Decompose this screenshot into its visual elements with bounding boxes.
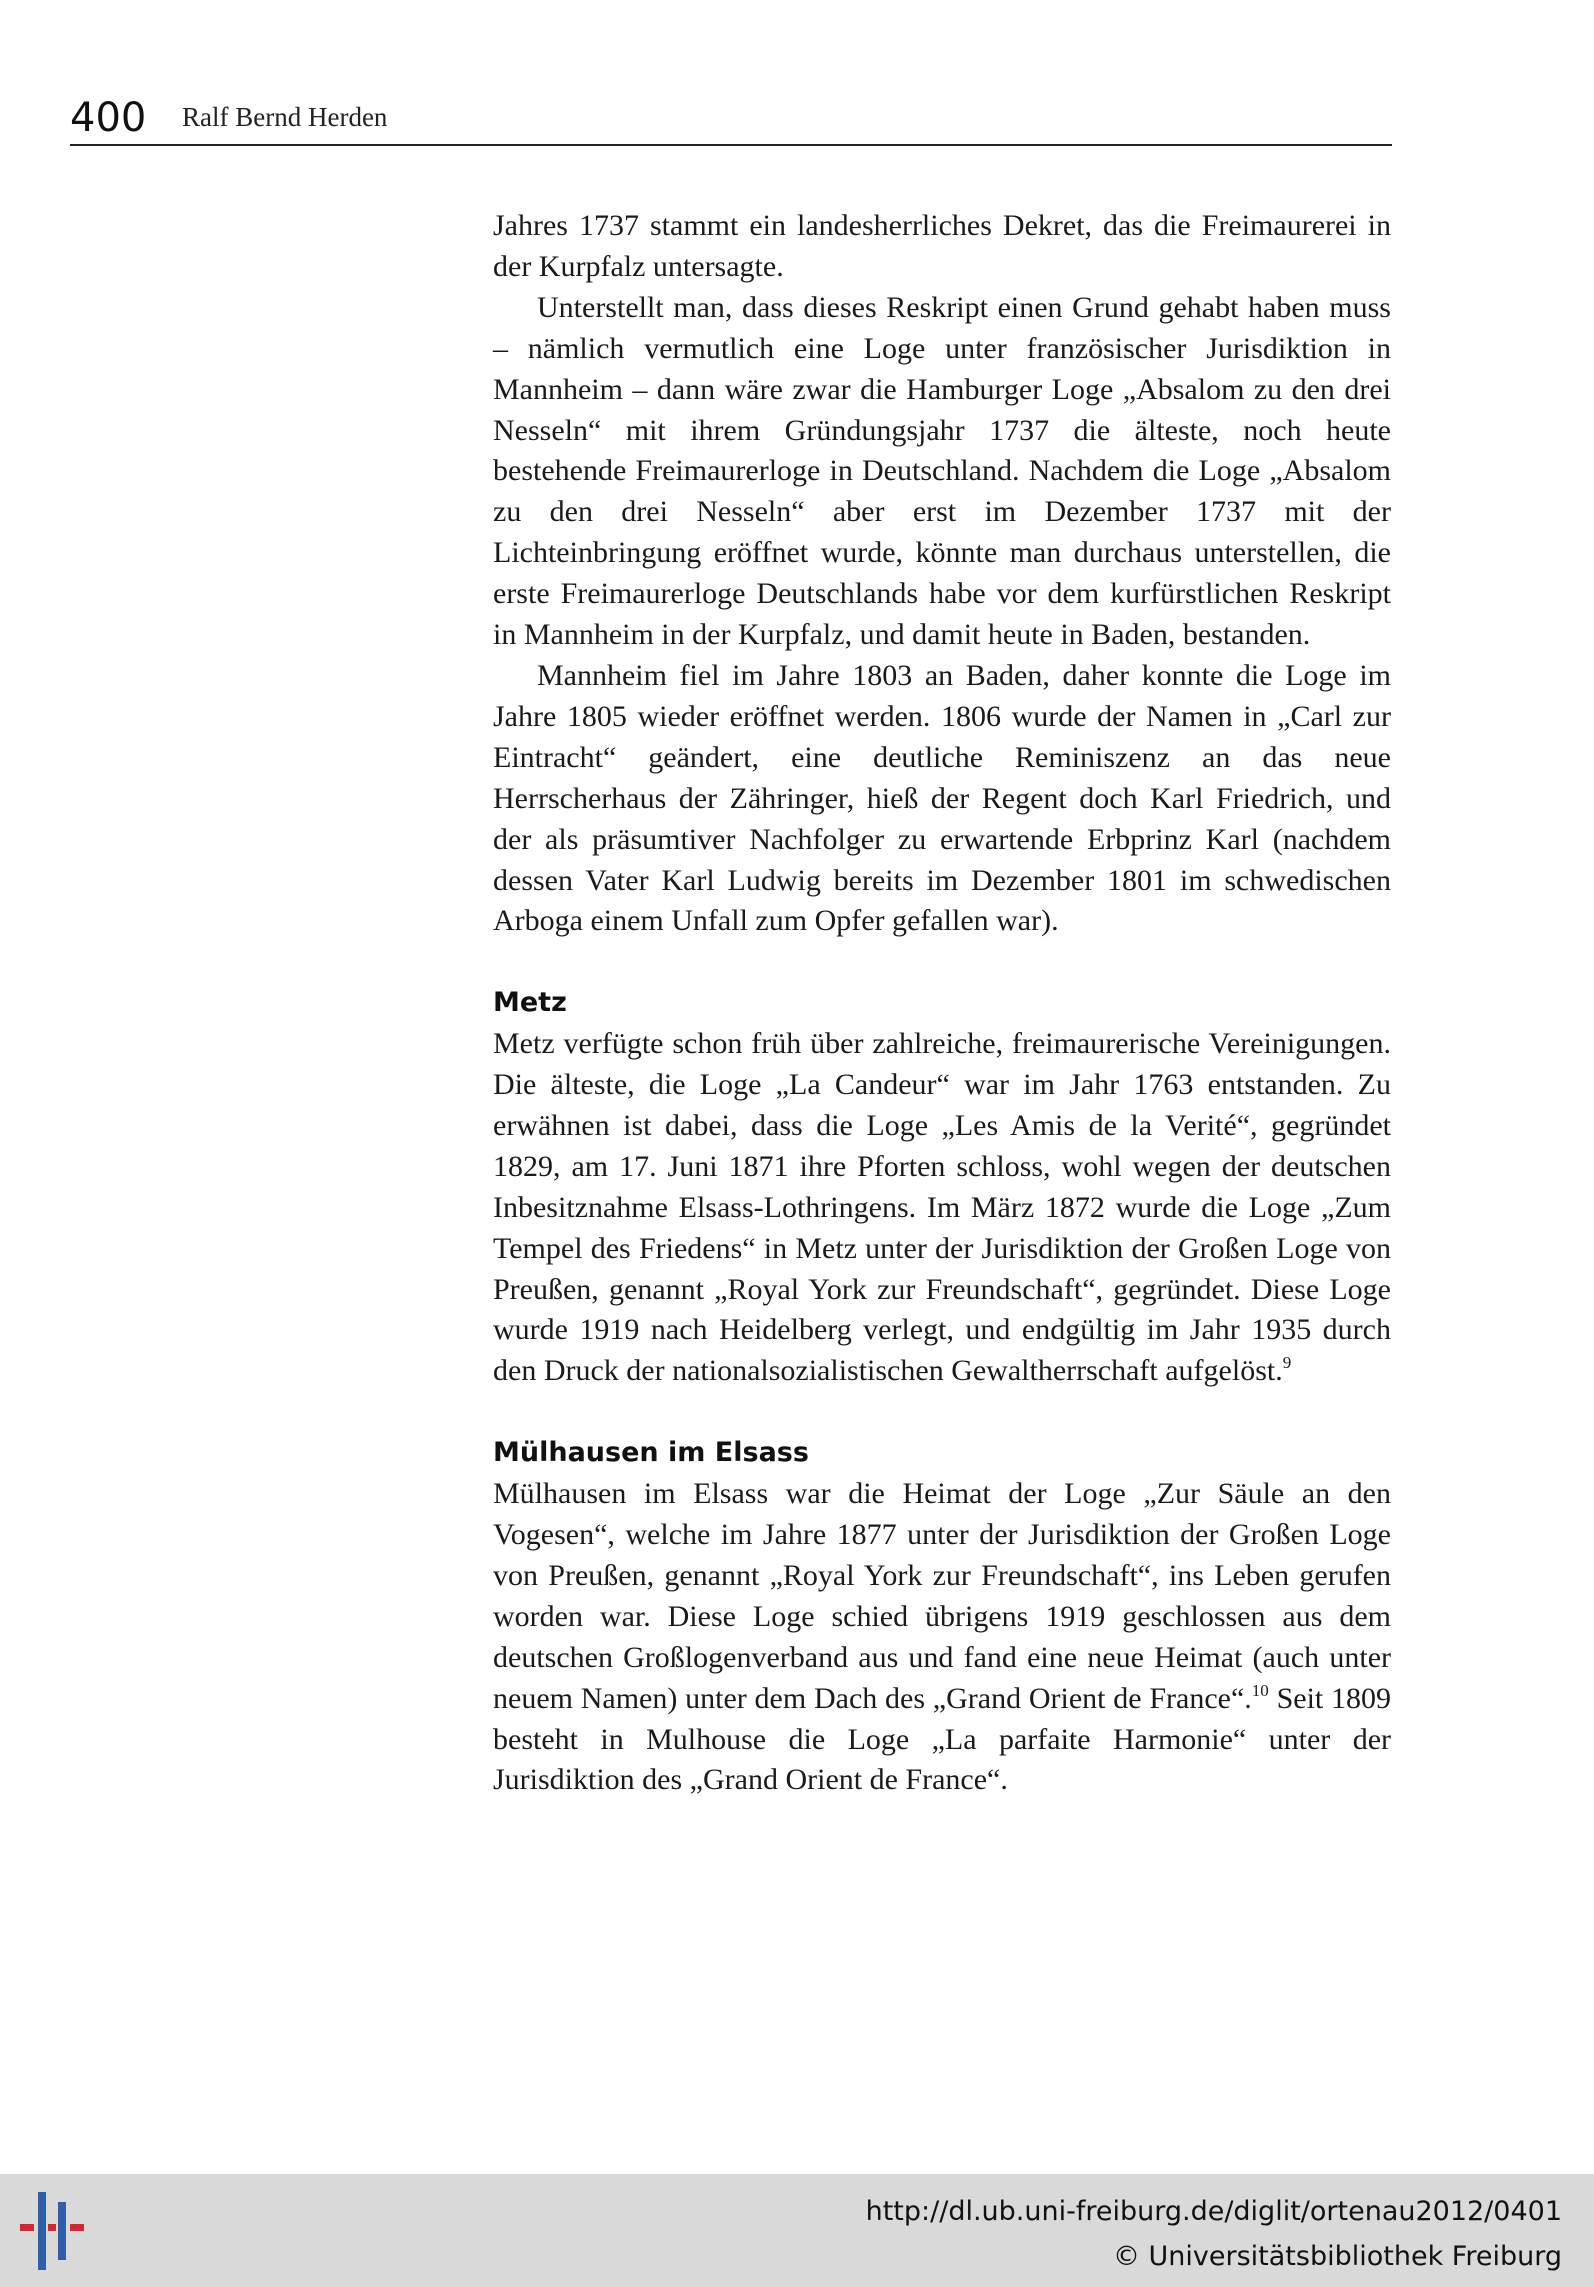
library-logo-icon [20,2192,100,2270]
footer-url-link[interactable]: http://dl.ub.uni-freiburg.de/diglit/ortenau2012/0401 [865,2196,1562,2227]
section-metz-body: Metz verfügte schon früh über zahlreiche, freimaurerische Vereinigungen. Die älteste, die Loge „La Candeur“ war im Jahr 1763 entstanden. Zu erwähnen ist dabei, dass die Loge „Les Amis de la Verité“, gegründet 1829, am 17. Juni 1871 ihre Pforten schloss, wohl wegen der deutschen Inbesitznahme Elsass-Lothringens. Im März 1872 wurde die Loge „Zum Tempel des Friedens“ in Metz unter der Jurisdiktion der Großen Loge von Preußen, genannt „Royal York zur Freundschaft“, gegründet. Diese Loge wurde 1919 nach Heidelberg verlegt, und endgültig im Jahr 1935 durch den Druck der nationalsozialistischen Gewaltherrschaft aufgelöst. [493,1027,1391,1388]
footer-copyright: © Universitätsbibliothek Freiburg [1112,2241,1562,2272]
footer-bar [0,2174,1594,2287]
section-muelhausen-body-a: Mülhausen im Elsass war die Heimat der Loge „Zur Säule an den Vogesen“, welche im Jahre 1877 unter der Jurisdiktion der Großen Loge von Preußen, genannt „Royal York zur Freundschaft“, ins Leben gerufen worden war. Diese Loge schied übrigens 1919 geschlossen aus dem deutschen Großlogenverband aus und fand eine neue Heimat (auch unter neuem Namen) unter dem Dach des „Grand Orient de France“. [493,1477,1391,1715]
section-muelhausen-text [493,1474,1391,1801]
section-title-metz: Metz [493,987,567,1019]
article-body [493,206,1391,1801]
paragraph-3: Mannheim fiel im Jahre 1803 an Baden, daher konnte die Loge im Jahre 1805 wieder eröffnet werden. 1806 wurde der Namen in „Carl zur Eintracht“ geändert, eine deutliche Reminiszenz an das neue Herrscherhaus der Zähringer, hieß der Regent doch Karl Friedrich, und der als präsumtiver Nachfolger zu erwartende Erbprinz Karl (nachdem dessen Vater Karl Ludwig bereits im Dezember 1801 im schwedischen Arboga einem Unfall zum Opfer gefallen war). [493,658,1391,938]
section-muelhausen-body-b: Seit 1809 besteht in Mulhouse die Loge „La parfaite Harmonie“ unter der Jurisdiktion des „Grand Orient de France“. [493,1681,1392,1797]
page-header [70,92,1392,146]
running-head: Ralf Bernd Herden [182,102,388,132]
footnote-ref-9[interactable]: 9 [1282,1353,1292,1373]
section-title-muelhausen: Mülhausen im Elsass [493,1437,809,1469]
paragraph-1: Jahres 1737 stammt ein landesherrliches Dekret, das die Freimaurerei in der Kurpfalz untersagte. [493,209,1391,283]
section-metz-text [493,1024,1391,1392]
paragraph-2: Unterstellt man, dass dieses Reskript einen Grund gehabt haben muss – nämlich vermutlich eine Loge unter französischer Jurisdiktion in Mannheim – dann wäre zwar die Hamburger Loge „Absalom zu den drei Nesseln“ mit ihrem Gründungsjahr 1737 die älteste, noch heute bestehende Freimaurerloge in Deutschland. Nachdem die Loge „Absalom zu den drei Nesseln“ aber erst im Dezember 1737 mit der Lichteinbringung eröffnet wurde, könnte man durchaus unterstellen, die erste Freimaurerloge Deutschlands habe vor dem kurfürstlichen Reskript in Mannheim in der Kurpfalz, und damit heute in Baden, bestanden. [493,290,1391,652]
page-number: 400 [70,95,147,141]
footnote-ref-10[interactable]: 10 [1251,1680,1269,1700]
